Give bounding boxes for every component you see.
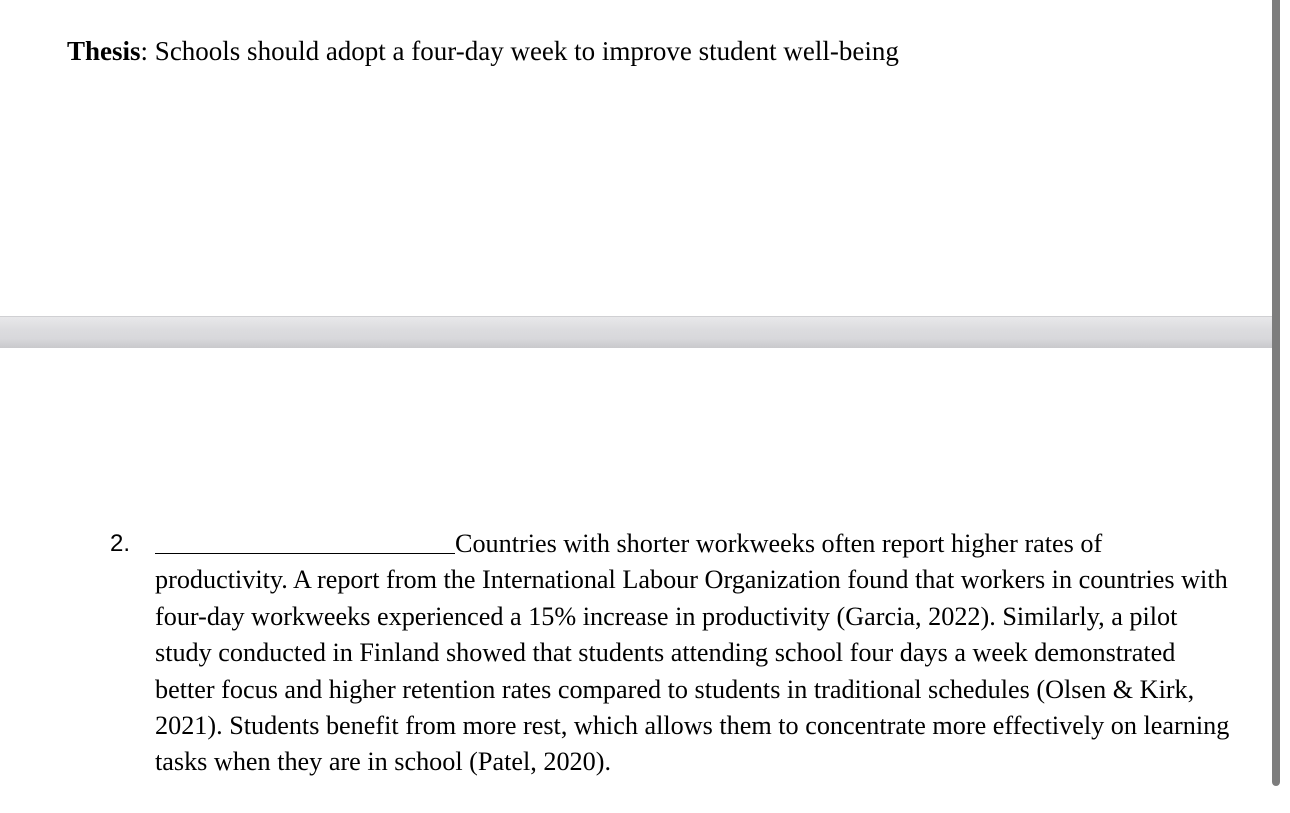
- list-item-number: 2.: [110, 530, 131, 557]
- fill-in-blank-line[interactable]: [155, 527, 455, 554]
- thesis-colon: :: [140, 36, 149, 66]
- thesis-statement: [67, 34, 899, 68]
- document-page-1: [0, 0, 1272, 316]
- thesis-text: Schools should adopt a four-day week to improve student well-being: [148, 36, 899, 66]
- body-paragraph: [155, 526, 1235, 781]
- scrollbar-thumb[interactable]: [1272, 0, 1280, 786]
- thesis-label: Thesis: [67, 36, 141, 66]
- page-break-separator: [0, 316, 1290, 348]
- paragraph-text: Countries with shorter workweeks often report higher rates of productivity. A report from the International Labour Organization found that workers in countries with four-day workweeks experienced a 15% increase in productivity (Garcia, 2022). Similarly, a pilot study conducted in Finland showed that students attending school four days a week demonstrated better focus and higher retention rates compared to students in traditional schedules (Olsen & Kirk, 2021). Students benefit from more rest, which allows them to concentrate more effectively on learning tasks when they are in school (Patel, 2020).: [155, 529, 1230, 777]
